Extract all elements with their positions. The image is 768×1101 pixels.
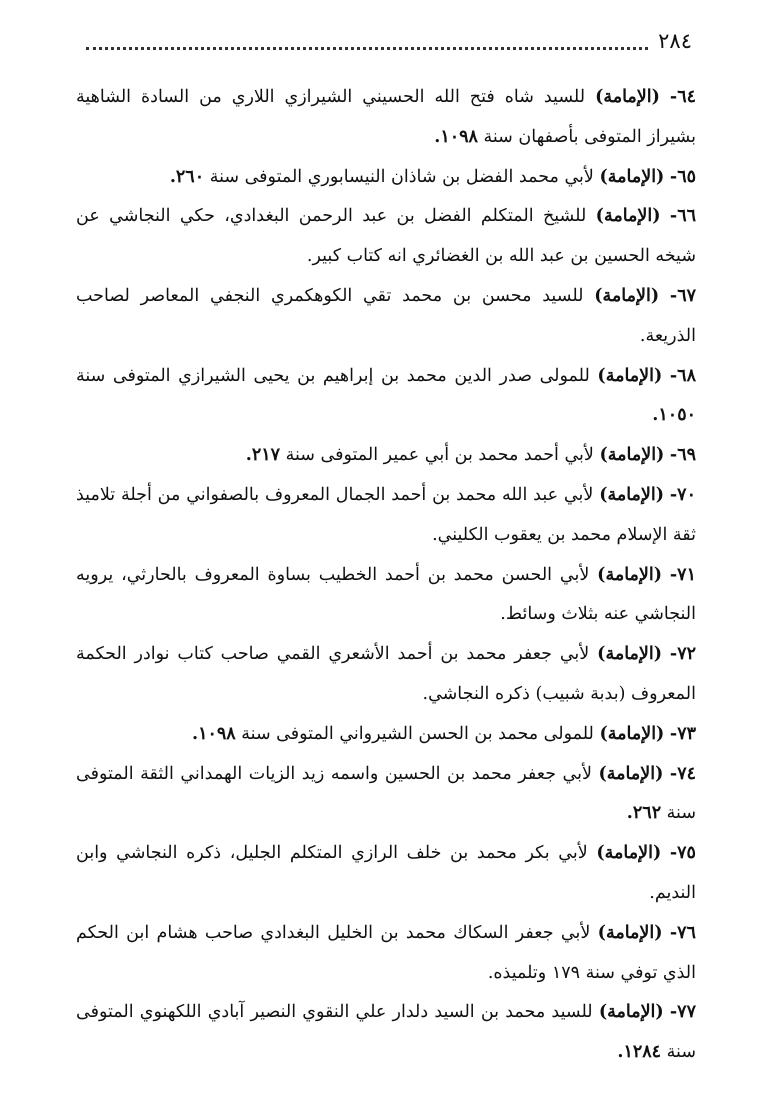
list-item (76, 993, 696, 1073)
entry-number: ٦٧- (669, 285, 696, 306)
entry-title: (الإمامة) (599, 484, 665, 505)
entry-text: للسيد محسن بن محمد تقي الكوهكمري النجفي المعاصر لصاحب الذريعة. (76, 285, 696, 346)
entry-title: (الإمامة) (595, 87, 660, 107)
page-header (86, 26, 692, 56)
entry-text: للمولى صدر الدين محمد بن إبراهيم بن يحيى الشيرازي المتوفى سنة (76, 365, 590, 386)
entry-number: ٧٠- (669, 484, 696, 505)
entry-title: (الإمامة) (597, 365, 663, 386)
entry-number: ٧٦- (669, 922, 696, 943)
page-number: ٢٨٤ (658, 29, 692, 53)
entry-number: ٦٩- (669, 445, 696, 466)
entry-year: ٢٦٢. (626, 803, 662, 824)
entry-title: (الإمامة) (599, 445, 665, 466)
entry-title: (الإمامة) (599, 723, 665, 744)
entry-number: ٧٢- (669, 644, 696, 665)
entry-number: ٦٤- (669, 87, 696, 107)
entry-text: للشيخ المتكلم الفضل بن عبد الرحمن البغدادي، حكي النجاشي عن شيخه الحسين بن عبد الله بن الغضائري انه كتاب كبير. (76, 206, 696, 267)
entry-year: ١٢٨٤. (617, 1042, 662, 1063)
list-item (76, 78, 696, 158)
entry-text: لأبي جعفر السكاك محمد بن الخليل البغدادي صاحب هشام ابن الحكم الذي توفي سنة ١٧٩ وتلميذه. (76, 922, 696, 983)
entry-number: ٦٥- (669, 166, 696, 187)
entry-text: لأبي جعفر محمد بن أحمد الأشعري القمي صاحب كتاب نوادر الحكمة المعروف (بدبة شبيب) ذكره النجاشي. (76, 644, 696, 704)
entry-title: (الإمامة) (598, 763, 664, 784)
entry-title: (الإمامة) (597, 564, 663, 585)
entry-text: للمولى محمد بن الحسن الشيرواني المتوفى سنة (241, 723, 594, 744)
entry-number: ٧٤- (669, 763, 696, 784)
entry-number: ٧١- (669, 564, 696, 585)
entry-number: ٧٧- (669, 1002, 696, 1023)
entry-year: ٢٦٠. (169, 166, 205, 187)
entry-text: للسيد محمد بن السيد دلدار علي النقوي النصير آبادي اللكهنوي المتوفى سنة (76, 1002, 696, 1063)
list-item (76, 755, 696, 835)
list-item (76, 914, 696, 994)
list-item (76, 715, 696, 755)
entry-year: ١٠٥٠. (652, 405, 696, 426)
list-item (76, 436, 696, 476)
list-item (76, 556, 696, 636)
entry-title: (الإمامة) (597, 644, 663, 665)
entry-title: (الإمامة) (595, 206, 661, 227)
entry-text: لأبي محمد الفضل بن شاذان النيسابوري المتوفى سنة (209, 166, 594, 187)
entry-title: (الإمامة) (597, 922, 663, 943)
entry-text: للسيد شاه فتح الله الحسيني الشيرازي اللاري من السادة الشاهية بشيراز المتوفى بأصفهان سنة (76, 87, 696, 147)
entries-list (76, 78, 696, 1073)
entry-year: ٢١٧. (245, 445, 281, 466)
entry-title: (الإمامة) (596, 843, 662, 864)
entry-year: ١٠٩٨. (434, 126, 478, 147)
entry-number: ٧٣- (669, 723, 696, 744)
entry-text: لأبي الحسن محمد بن أحمد الخطيب بساوة المعروف بالحارثي، يرويه النجاشي عنه بثلاث وسائط. (76, 564, 696, 625)
header-dotted-rule (86, 33, 648, 50)
entry-title: (الإمامة) (599, 166, 665, 187)
list-item (76, 357, 696, 437)
list-item (76, 277, 696, 357)
entry-title: (الإمامة) (598, 1002, 664, 1023)
entry-number: ٦٨- (669, 365, 696, 386)
entry-title: (الإمامة) (594, 285, 660, 306)
entry-year: ١٠٩٨. (192, 723, 236, 744)
entry-number: ٦٦- (669, 206, 696, 227)
entry-text: لأبي أحمد محمد بن أبي عمير المتوفى سنة (285, 445, 594, 466)
list-item (76, 635, 696, 715)
list-item (76, 158, 696, 198)
list-item (76, 476, 696, 556)
list-item (76, 834, 696, 914)
entry-text: لأبي عبد الله محمد بن أحمد الجمال المعروف بالصفواني من أجلة تلاميذ ثقة الإسلام محمد بن يعقوب الكليني. (76, 484, 696, 545)
entry-text: لأبي بكر محمد بن خلف الرازي المتكلم الجليل، ذكره النجاشي وابن النديم. (76, 843, 696, 903)
list-item (76, 197, 696, 277)
entry-number: ٧٥- (669, 843, 696, 864)
entry-text: لأبي جعفر محمد بن الحسين واسمه زيد الزيات الهمداني الثقة المتوفى سنة (76, 763, 696, 824)
